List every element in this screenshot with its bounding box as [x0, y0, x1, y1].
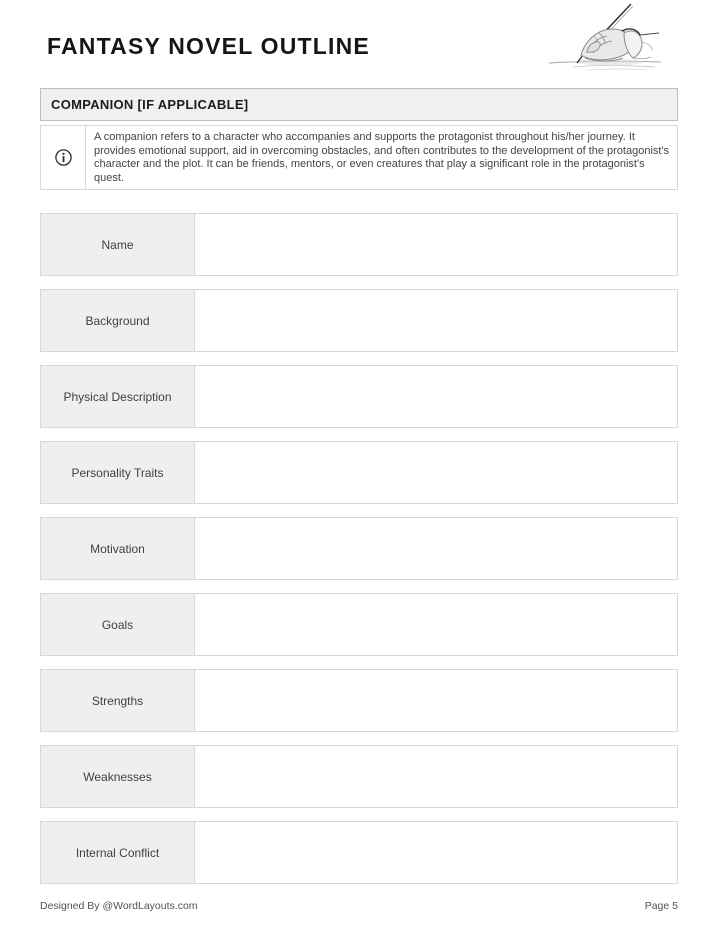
info-icon-cell [41, 126, 86, 189]
field-label: Goals [41, 594, 195, 655]
quill-hand-sketch-illustration [547, 2, 665, 76]
page-title: FANTASY NOVEL OUTLINE [47, 33, 370, 59]
field-label: Name [41, 214, 195, 275]
field-value-physical-description[interactable] [195, 366, 677, 427]
form-row-background [40, 289, 678, 352]
form-row-goals [40, 593, 678, 656]
form-row-motivation [40, 517, 678, 580]
field-value-strengths[interactable] [195, 670, 677, 731]
form-row-name [40, 213, 678, 276]
form-row-weaknesses [40, 745, 678, 808]
field-label: Weaknesses [41, 746, 195, 807]
page-footer [40, 900, 678, 912]
field-value-goals[interactable] [195, 594, 677, 655]
footer-credit: Designed By @WordLayouts.com [40, 900, 198, 912]
info-icon [55, 149, 72, 166]
field-label: Strengths [41, 670, 195, 731]
companion-form [40, 213, 678, 897]
field-value-motivation[interactable] [195, 518, 677, 579]
field-label: Motivation [41, 518, 195, 579]
field-value-name[interactable] [195, 214, 677, 275]
section-header-companion: COMPANION [IF APPLICABLE] [40, 88, 678, 121]
form-row-strengths [40, 669, 678, 732]
field-label: Internal Conflict [41, 822, 195, 883]
form-row-internal-conflict [40, 821, 678, 884]
field-value-background[interactable] [195, 290, 677, 351]
field-label: Background [41, 290, 195, 351]
footer-page-number: Page 5 [644, 900, 678, 912]
field-label: Personality Traits [41, 442, 195, 503]
form-row-personality-traits [40, 441, 678, 504]
field-value-weaknesses[interactable] [195, 746, 677, 807]
field-value-internal-conflict[interactable] [195, 822, 677, 883]
form-row-physical-description [40, 365, 678, 428]
field-value-personality-traits[interactable] [195, 442, 677, 503]
info-box [40, 125, 678, 190]
info-description: A companion refers to a character who accompanies and supports the protagonist throughout his/her journey. It provides emotional support, aid in overcoming obstacles, and often contributes to the development of the protagonist's character and the plot. It can be friends, mentors, or even creatures that play a significant role in the protagonist's quest. [94, 131, 670, 184]
field-label: Physical Description [41, 366, 195, 427]
